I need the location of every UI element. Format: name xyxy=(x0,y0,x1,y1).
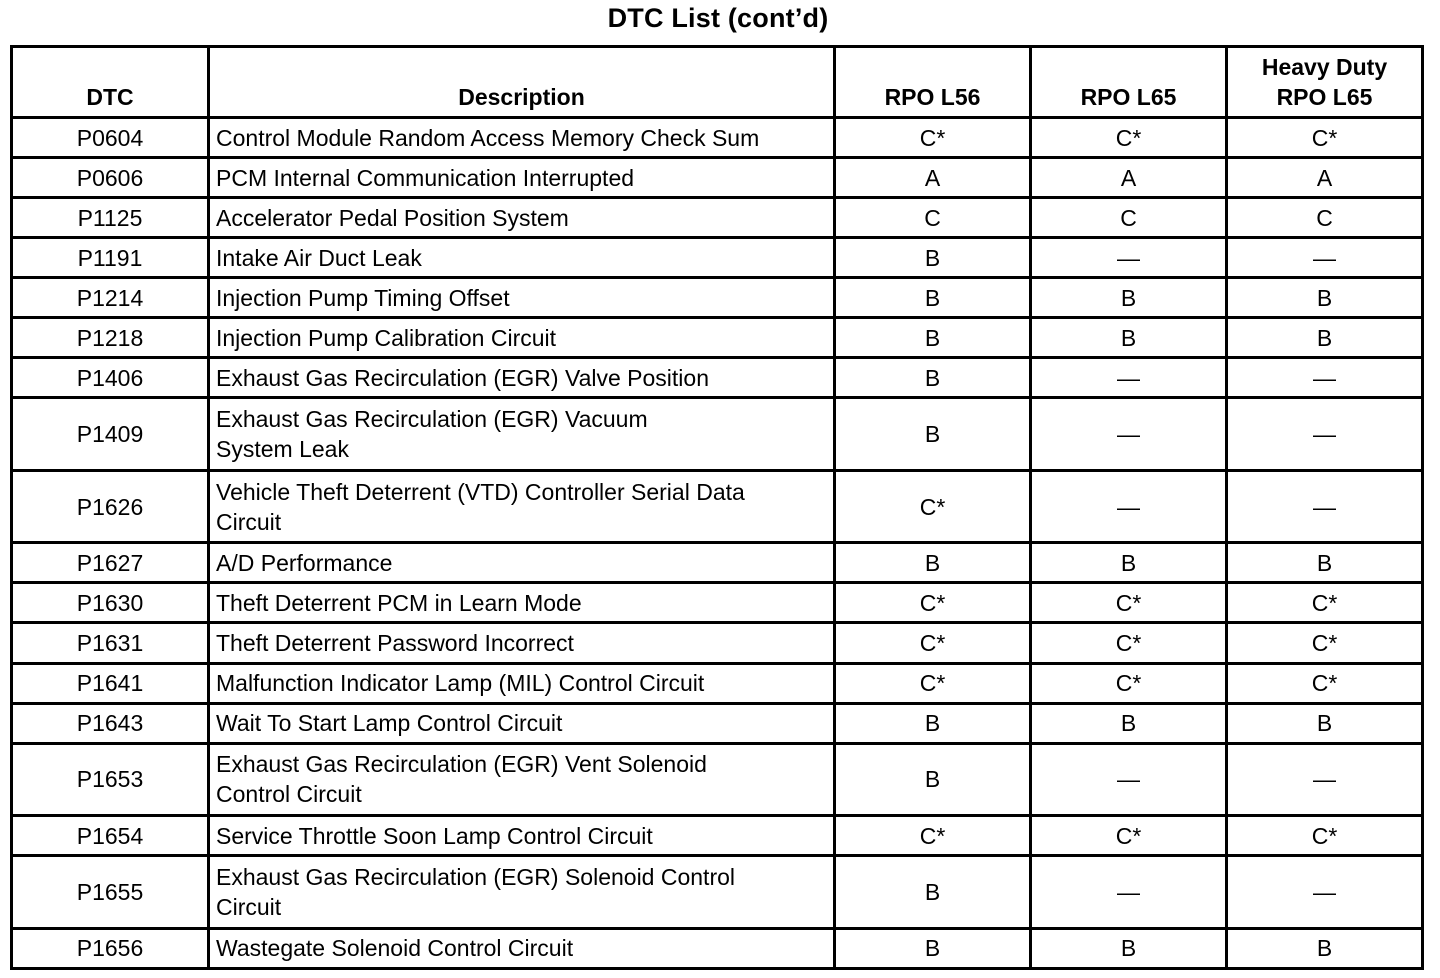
dtc-description xyxy=(209,358,835,398)
dtc-description xyxy=(209,928,835,968)
dtc-code: P1643 xyxy=(12,703,209,743)
dtc-code: P1218 xyxy=(12,318,209,358)
description-line: Theft Deterrent Password Incorrect xyxy=(216,630,574,656)
table-row xyxy=(12,816,1423,856)
table-row xyxy=(12,663,1423,703)
dtc-description xyxy=(209,470,835,543)
heavy-duty-rpo-l65-type: C* xyxy=(1227,583,1423,623)
heavy-duty-rpo-l65-type: B xyxy=(1227,928,1423,968)
rpo-l65-type: — xyxy=(1031,358,1227,398)
header-heavy-duty-rpo-l65 xyxy=(1227,47,1423,118)
rpo-l65-type: B xyxy=(1031,318,1227,358)
rpo-l65-type: B xyxy=(1031,928,1227,968)
heavy-duty-rpo-l65-type: B xyxy=(1227,543,1423,583)
rpo-l65-type: — xyxy=(1031,856,1227,929)
rpo-l65-type: B xyxy=(1031,703,1227,743)
heavy-duty-rpo-l65-type: A xyxy=(1227,158,1423,198)
rpo-l65-type: C* xyxy=(1031,663,1227,703)
rpo-l65-type: C* xyxy=(1031,623,1227,663)
header-rpo-l65: RPO L65 xyxy=(1031,47,1227,118)
rpo-l65-type: — xyxy=(1031,743,1227,816)
rpo-l65-type: — xyxy=(1031,398,1227,471)
table-row xyxy=(12,543,1423,583)
description-line: Control Circuit xyxy=(216,781,362,808)
rpo-l56-type: C* xyxy=(835,623,1031,663)
rpo-l56-type: B xyxy=(835,703,1031,743)
dtc-code: P1641 xyxy=(12,663,209,703)
dtc-code: P0604 xyxy=(12,118,209,158)
dtc-description xyxy=(209,118,835,158)
dtc-code: P1191 xyxy=(12,238,209,278)
rpo-l56-type: C xyxy=(835,198,1031,238)
dtc-description xyxy=(209,623,835,663)
description-line: PCM Internal Communication Interrupted xyxy=(216,164,635,191)
dtc-description xyxy=(209,543,835,583)
description-line: A/D Performance xyxy=(216,549,393,576)
table-row xyxy=(12,358,1423,398)
page-title: DTC List (cont’d) xyxy=(607,3,829,33)
rpo-l65-type: C xyxy=(1031,198,1227,238)
table-row xyxy=(12,238,1423,278)
table-row xyxy=(12,198,1423,238)
dtc-description xyxy=(209,663,835,703)
description-line: Wastegate Solenoid Control Circuit xyxy=(216,935,574,962)
table-row xyxy=(12,856,1423,929)
heavy-duty-rpo-l65-type: — xyxy=(1227,743,1423,816)
table-row xyxy=(12,278,1423,318)
dtc-description xyxy=(209,703,835,743)
heavy-duty-rpo-l65-type: — xyxy=(1227,358,1423,398)
heavy-duty-rpo-l65-type: — xyxy=(1227,856,1423,929)
rpo-l56-type: C* xyxy=(835,816,1031,856)
table-row xyxy=(12,470,1423,543)
header-heavy-duty-line1: Heavy Duty xyxy=(1261,54,1388,80)
rpo-l56-type: C* xyxy=(835,470,1031,543)
rpo-l65-type: A xyxy=(1031,158,1227,198)
description-line: Exhaust Gas Recirculation (EGR) Vent Solenoid xyxy=(216,751,707,778)
rpo-l65-type: B xyxy=(1031,278,1227,318)
table-header-row xyxy=(12,47,1423,118)
description-line: Exhaust Gas Recirculation (EGR) Vacuum xyxy=(216,406,648,433)
rpo-l65-type: C* xyxy=(1031,816,1227,856)
dtc-description xyxy=(209,816,835,856)
dtc-description xyxy=(209,238,835,278)
dtc-table xyxy=(10,45,1424,970)
dtc-description xyxy=(209,856,835,929)
header-rpo-l56: RPO L56 xyxy=(835,47,1031,118)
rpo-l56-type: B xyxy=(835,238,1031,278)
table-body xyxy=(12,118,1423,969)
heavy-duty-rpo-l65-type: — xyxy=(1227,470,1423,543)
rpo-l56-type: B xyxy=(835,543,1031,583)
heavy-duty-rpo-l65-type: — xyxy=(1227,398,1423,471)
dtc-code: P1409 xyxy=(12,398,209,471)
description-line: Accelerator Pedal Position System xyxy=(216,204,569,231)
description-line: Wait To Start Lamp Control Circuit xyxy=(216,710,563,737)
rpo-l56-type: C* xyxy=(835,663,1031,703)
rpo-l56-type: B xyxy=(835,743,1031,816)
heavy-duty-rpo-l65-type: B xyxy=(1227,278,1423,318)
description-line: Exhaust Gas Recirculation (EGR) Valve Position xyxy=(216,364,709,391)
heavy-duty-rpo-l65-type: C* xyxy=(1227,663,1423,703)
table-row xyxy=(12,623,1423,663)
dtc-code: P1125 xyxy=(12,198,209,238)
header-dtc: DTC xyxy=(12,47,209,118)
dtc-code: P1626 xyxy=(12,470,209,543)
rpo-l65-type: C* xyxy=(1031,583,1227,623)
heavy-duty-rpo-l65-type: C* xyxy=(1227,623,1423,663)
rpo-l65-type: B xyxy=(1031,543,1227,583)
description-line: System Leak xyxy=(216,436,349,463)
description-line: Injection Pump Calibration Circuit xyxy=(216,324,557,351)
rpo-l56-type: C* xyxy=(835,118,1031,158)
table-row xyxy=(12,743,1423,816)
rpo-l56-type: B xyxy=(835,928,1031,968)
dtc-description xyxy=(209,398,835,471)
rpo-l56-type: B xyxy=(835,318,1031,358)
description-line: Exhaust Gas Recirculation (EGR) Solenoid Control xyxy=(216,863,736,890)
table-row xyxy=(12,158,1423,198)
dtc-description xyxy=(209,278,835,318)
rpo-l56-type: C* xyxy=(835,583,1031,623)
heavy-duty-rpo-l65-type: B xyxy=(1227,318,1423,358)
description-line: Service Throttle Soon Lamp Control Circuit xyxy=(216,822,653,849)
rpo-l56-type: B xyxy=(835,278,1031,318)
heavy-duty-rpo-l65-type: B xyxy=(1227,703,1423,743)
dtc-code: P1656 xyxy=(12,928,209,968)
header-description: Description xyxy=(209,47,835,118)
table-row xyxy=(12,318,1423,358)
dtc-code: P0606 xyxy=(12,158,209,198)
heavy-duty-rpo-l65-type: C* xyxy=(1227,816,1423,856)
dtc-code: P1214 xyxy=(12,278,209,318)
dtc-description xyxy=(209,198,835,238)
table-row xyxy=(12,928,1423,968)
table-row xyxy=(12,583,1423,623)
table-row xyxy=(12,703,1423,743)
rpo-l56-type: B xyxy=(835,856,1031,929)
description-line: Malfunction Indicator Lamp (MIL) Control Circuit xyxy=(216,670,705,697)
dtc-description xyxy=(209,583,835,623)
dtc-code: P1406 xyxy=(12,358,209,398)
dtc-code: P1627 xyxy=(12,543,209,583)
description-line: Intake Air Duct Leak xyxy=(216,244,422,271)
dtc-description xyxy=(209,158,835,198)
heavy-duty-rpo-l65-type: — xyxy=(1227,238,1423,278)
heavy-duty-rpo-l65-type: C* xyxy=(1227,118,1423,158)
rpo-l65-type: — xyxy=(1031,470,1227,543)
description-line: Theft Deterrent PCM in Learn Mode xyxy=(216,589,582,616)
header-heavy-duty-line2: RPO L65 xyxy=(1276,84,1373,110)
rpo-l56-type: B xyxy=(835,398,1031,471)
dtc-description xyxy=(209,318,835,358)
table-row xyxy=(12,118,1423,158)
rpo-l65-type: — xyxy=(1031,238,1227,278)
description-line: Circuit xyxy=(216,893,282,920)
rpo-l65-type: C* xyxy=(1031,118,1227,158)
dtc-code: P1631 xyxy=(12,623,209,663)
table-row xyxy=(12,398,1423,471)
rpo-l56-type: B xyxy=(835,358,1031,398)
description-line: Vehicle Theft Deterrent (VTD) Controller Serial Data xyxy=(216,478,745,505)
description-line: Control Module Random Access Memory Check Sum xyxy=(216,124,760,151)
dtc-code: P1653 xyxy=(12,743,209,816)
dtc-code: P1630 xyxy=(12,583,209,623)
description-line: Circuit xyxy=(216,508,282,535)
heavy-duty-rpo-l65-type: C xyxy=(1227,198,1423,238)
dtc-description xyxy=(209,743,835,816)
rpo-l56-type: A xyxy=(835,158,1031,198)
dtc-code: P1655 xyxy=(12,856,209,929)
description-line: Injection Pump Timing Offset xyxy=(216,284,510,311)
dtc-code: P1654 xyxy=(12,816,209,856)
